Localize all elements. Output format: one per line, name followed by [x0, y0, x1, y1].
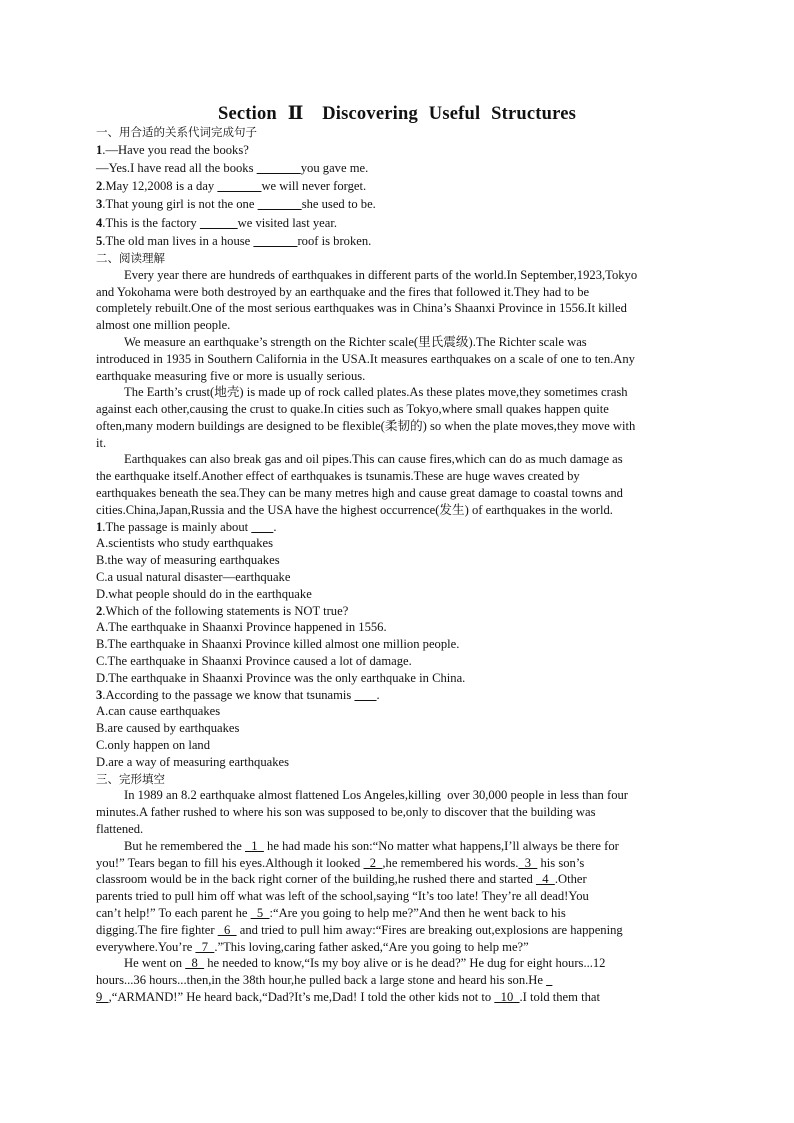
text-segment: he needed to know,“Is my boy alive or is he dead?” He dug for eight hours...12 — [204, 956, 606, 971]
text-segment: hours...36 hours...then,in the 38th hour,he pulled back a large stone and heard his son.He — [96, 973, 547, 988]
text-line — [96, 368, 700, 385]
text-line — [96, 922, 700, 939]
text-segment: :“Are you going to help me?”And then he went back to his — [269, 906, 566, 920]
text-line — [96, 754, 700, 771]
text-segment: .Other — [554, 872, 587, 887]
text-line — [96, 418, 700, 435]
text-segment: .—Have you read the books? — [102, 142, 249, 157]
text-line — [96, 351, 700, 368]
answer-blank: 1 — [245, 838, 264, 853]
question-number: 1 — [96, 142, 103, 157]
answer-blank: 7 — [195, 939, 215, 954]
text-segment: C.The earthquake in Shaanxi Province caused a lot of damage. — [96, 654, 412, 669]
text-segment: .The old man lives in a house — [102, 233, 254, 248]
text-segment: .The passage is mainly about — [102, 519, 252, 534]
text-segment: earthquakes beneath the sea.They can be many metres high and cause great damage to coastal towns and — [96, 486, 623, 501]
text-segment: and tried to pull him away:“Fires are breaking out,explosions are happening — [236, 922, 623, 937]
text-segment: C.a usual natural disaster—earthquake — [96, 570, 291, 585]
answer-blank: 3 — [518, 855, 538, 870]
text-line — [96, 569, 700, 586]
text-segment: ,“ARMAND!” He heard back,“Dad?It’s me,Dad! I told the other kids not to — [108, 989, 495, 1004]
text-segment: the earthquake itself.Another effect of earthquakes is tsunamis.These are huge waves created by — [96, 469, 580, 484]
text-line — [96, 989, 700, 1006]
text-segment: we visited last year. — [237, 215, 337, 230]
text-segment: 三、完形填空 — [96, 771, 165, 786]
text-segment: 二、阅读理解 — [96, 250, 165, 265]
text-line — [96, 905, 700, 922]
text-segment: B.are caused by earthquakes — [96, 721, 240, 736]
text-segment: and Yokohama were both destroyed by an earthquake and the fires that followed it.They had to be — [96, 284, 590, 299]
text-line — [96, 300, 700, 317]
text-segment: you gave me. — [300, 160, 369, 175]
question-number: 1 — [96, 519, 103, 534]
text-segment: .I told them that — [519, 989, 600, 1004]
text-segment: cities.China,Japan,Russia and the USA have the highest occurrence(发生) of earthquakes in the world. — [96, 502, 613, 517]
text-segment: he had made his son:“No matter what happens,I’ll always be there for — [263, 838, 619, 853]
text-line — [96, 804, 700, 821]
text-segment: A.scientists who study earthquakes — [96, 536, 273, 551]
answer-blank: 2 — [363, 855, 383, 870]
text-segment: C.only happen on land — [96, 738, 211, 753]
text-segment: We measure an earthquake’s strength on the Richter scale(里氏震级).The Richter scale was — [124, 334, 587, 349]
question-number: 3 — [96, 687, 103, 702]
text-segment: completely rebuilt.One of the most serious earthquakes was in China’s Shaanxi Province in 1556.It killed — [96, 301, 627, 316]
text-segment: D.are a way of measuring earthquakes — [96, 754, 290, 769]
text-line — [96, 888, 700, 905]
answer-blank — [257, 161, 301, 175]
text-segment: .”This loving,caring father asked,“Are you going to help me?” — [214, 939, 529, 954]
text-segment: A.The earthquake in Shaanxi Province happened in 1556. — [96, 620, 387, 635]
text-line — [96, 552, 700, 569]
answer-blank: 5 — [250, 906, 270, 920]
text-segment: .Which of the following statements is NOT true? — [102, 603, 349, 618]
text-line — [96, 159, 700, 177]
text-line — [96, 653, 700, 670]
text-line — [96, 384, 700, 401]
text-line — [96, 334, 700, 351]
answer-blank: 8 — [185, 956, 205, 971]
page-title: Section Ⅱ Discovering Useful Structures — [217, 104, 577, 124]
text-segment: .According to the passage we know that tsunamis — [102, 687, 355, 702]
text-line — [96, 838, 700, 855]
answer-blank — [253, 234, 297, 248]
text-segment: introduced in 1935 in Southern California in the USA.It measures earthquakes on a scale of one to ten.Any — [96, 351, 635, 366]
text-segment: can’t help!” To each parent he — [96, 906, 251, 920]
answer-blank — [217, 179, 261, 193]
text-line — [96, 586, 700, 603]
text-segment: In 1989 an 8.2 earthquake almost flattened Los Angeles,killing over 30,000 people in less than four — [124, 788, 628, 803]
text-line — [96, 468, 700, 485]
answer-blank: 4 — [535, 872, 555, 887]
document-body — [96, 124, 700, 1006]
text-line — [96, 317, 700, 334]
text-segment: . — [376, 687, 380, 702]
text-line — [96, 737, 700, 754]
text-segment: D.what people should do in the earthquake — [96, 586, 312, 601]
text-line — [96, 787, 700, 804]
text-line — [96, 720, 700, 737]
text-segment: often,many modern buildings are designed to be flexible(柔韧的) so when the plate moves,they move with — [96, 418, 636, 433]
text-line — [96, 687, 700, 704]
text-line — [96, 195, 700, 213]
answer-blank — [354, 688, 376, 702]
text-line — [96, 939, 700, 956]
text-line — [96, 401, 700, 418]
text-line — [96, 519, 700, 536]
section-heading — [96, 771, 700, 788]
text-segment: D.The earthquake in Shaanxi Province was the only earthquake in China. — [96, 670, 466, 685]
text-line — [96, 451, 700, 468]
text-segment: —Yes.I have read all the books — [96, 160, 257, 175]
question-number: 5 — [96, 233, 103, 248]
text-line — [96, 535, 700, 552]
text-segment: classroom would be in the back right corner of the building,he rushed there and started — [96, 872, 536, 887]
text-segment: flattened. — [96, 822, 144, 837]
text-segment: roof is broken. — [297, 233, 372, 248]
text-segment: everywhere.You’re — [96, 939, 196, 954]
text-segment: B.The earthquake in Shaanxi Province killed almost one million people. — [96, 637, 460, 652]
answer-blank — [546, 973, 552, 987]
text-segment: .That young girl is not the one — [102, 197, 258, 212]
answer-blank: 6 — [217, 922, 237, 937]
text-segment: earthquake measuring five or more is usually serious. — [96, 368, 366, 383]
text-segment: parents tried to pull him off what was left of the school,saying “It’s too late! They’re all dead!You — [96, 889, 589, 904]
text-line — [96, 485, 700, 502]
answer-blank — [251, 520, 273, 534]
text-line — [96, 619, 700, 636]
text-segment: digging.The fire fighter — [96, 922, 218, 937]
text-segment: ,he remembered his words. — [382, 855, 519, 870]
text-segment: Every year there are hundreds of earthquakes in different parts of the world.In September,1923,Tokyo — [124, 267, 638, 282]
text-segment: . — [273, 519, 277, 534]
question-number: 2 — [96, 179, 103, 194]
answer-blank — [258, 197, 302, 211]
text-line — [96, 141, 700, 159]
section-heading — [96, 250, 700, 267]
text-line — [96, 855, 700, 872]
text-segment: He went on — [124, 956, 186, 971]
text-line — [96, 821, 700, 838]
text-line — [96, 871, 700, 888]
text-line — [96, 636, 700, 653]
text-line — [96, 232, 700, 250]
text-line — [96, 267, 700, 284]
text-segment: B.the way of measuring earthquakes — [96, 553, 280, 568]
text-segment: against each other,causing the crust to quake.In cities such as Tokyo,where small quakes happen quite — [96, 402, 609, 417]
text-segment: Earthquakes can also break gas and oil pipes.This can cause fires,which can do as much damage as — [124, 452, 623, 467]
text-segment: 一、用合适的关系代词完成句子 — [96, 125, 257, 139]
text-segment: we will never forget. — [261, 179, 367, 194]
question-number: 4 — [96, 215, 103, 230]
section-heading — [96, 124, 700, 141]
answer-blank: 10 — [494, 989, 520, 1004]
answer-blank: 9 — [96, 989, 109, 1004]
text-line — [96, 177, 700, 195]
text-line — [96, 972, 700, 989]
text-line — [96, 703, 700, 720]
text-segment: A.can cause earthquakes — [96, 704, 221, 719]
text-segment: his son’s — [537, 855, 585, 870]
question-number: 3 — [96, 197, 103, 212]
question-number: 2 — [96, 603, 103, 618]
text-line — [96, 284, 700, 301]
text-segment: almost one million people. — [96, 318, 231, 333]
text-segment: you!” Tears began to fill his eyes.Although it looked — [96, 855, 364, 870]
text-line — [96, 955, 700, 972]
text-line — [96, 603, 700, 620]
text-line — [96, 435, 700, 452]
text-segment: .This is the factory — [102, 215, 200, 230]
text-segment: .May 12,2008 is a day — [102, 179, 218, 194]
answer-blank — [200, 216, 238, 230]
text-line — [96, 670, 700, 687]
text-segment: But he remembered the — [124, 838, 245, 853]
text-line — [96, 502, 700, 519]
text-line — [96, 214, 700, 232]
text-segment: minutes.A father rushed to where his son was supposed to be,only to discover that the building was — [96, 805, 596, 820]
text-segment: she used to be. — [301, 197, 376, 212]
text-segment: it. — [96, 435, 107, 450]
text-segment: The Earth’s crust(地壳) is made up of rock called plates.As these plates move,they sometimes crash — [124, 385, 628, 400]
